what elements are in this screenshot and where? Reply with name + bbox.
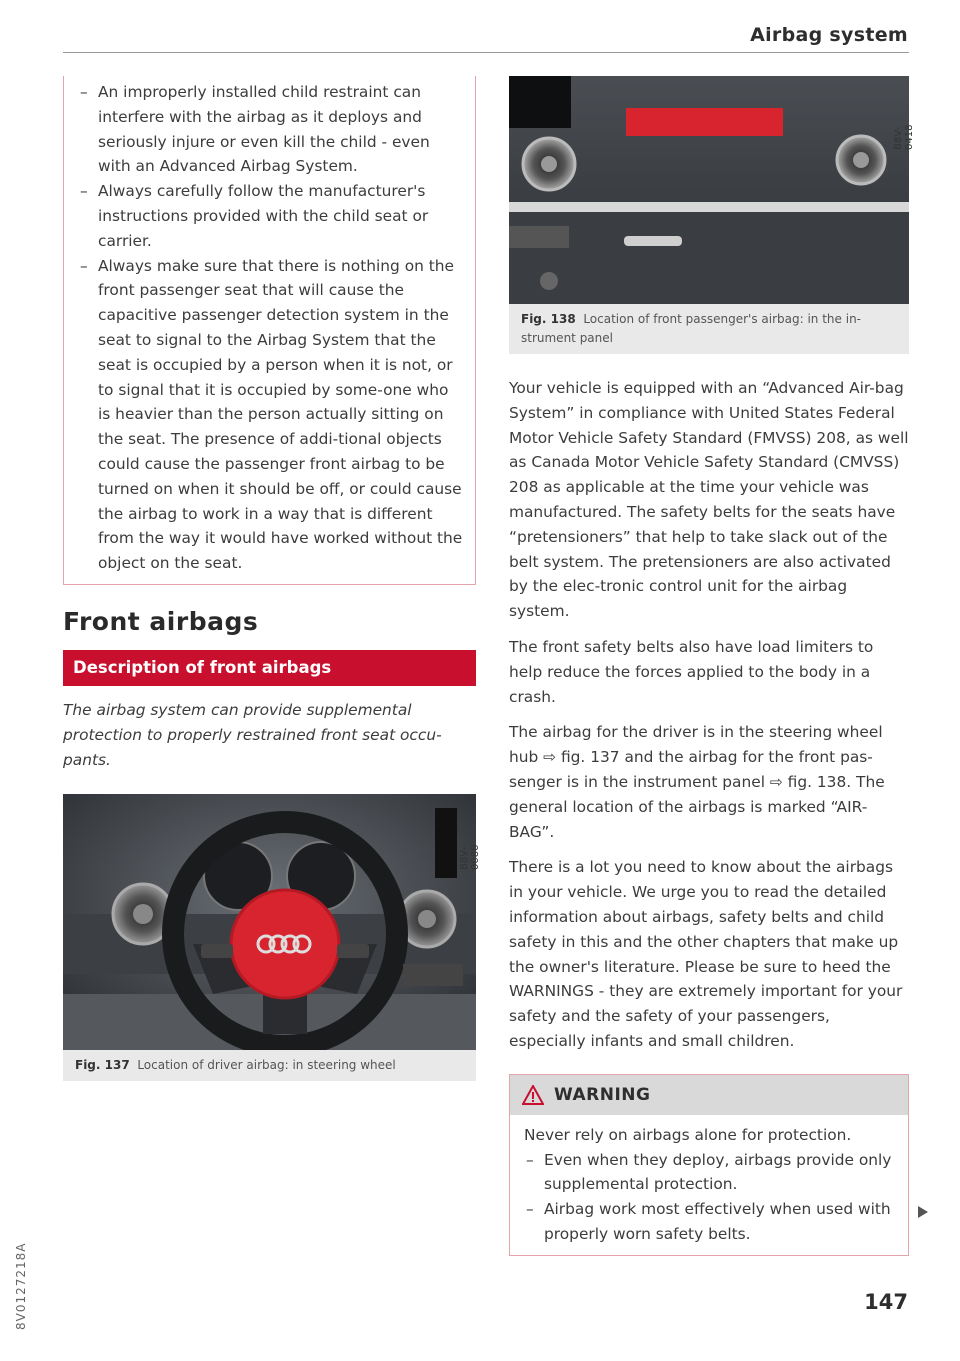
figure-code: B8V-0080 xyxy=(459,844,481,871)
warning-bullet-list xyxy=(524,1148,896,1247)
warning-bullet: – Even when they deploy, airbags provide only supplemental protection. xyxy=(524,1148,896,1198)
body-paragraph: The airbag for the driver is in the steering wheel hub ⇨ fig. 137 and the airbag for the front pas-senger is in the instrument panel ⇨ fig. 138. The general location of the airbags is marked “AIR-BAG”. xyxy=(509,723,885,841)
steering-wheel-illustration xyxy=(63,794,476,1050)
warning-lead: Never rely on airbags alone for protection. xyxy=(524,1125,852,1144)
instrument-panel-illustration xyxy=(509,76,909,304)
left-column xyxy=(63,76,481,1081)
page-number: 147 xyxy=(864,1290,908,1314)
body-paragraph: There is a lot you need to know about the airbags in your vehicle. We urge you to read the detailed information about airbags, safety belts and child safety in this and the other chapters that make up the owner's literature. Please be sure to heed the WARNINGS - they are extremely important for your safety and the safety of your passengers, especially infants and small children. xyxy=(509,858,903,1050)
warning-header xyxy=(510,1075,908,1115)
section-intro: The airbag system can provide supplemental protection to properly restrained front seat occu-pants. xyxy=(63,700,442,769)
warning-bullet: – An improperly installed child restraint can interfere with the airbag as it deploys and seriously injure or even kill the child - even with an Advanced Airbag System. xyxy=(78,80,463,179)
body-paragraph: Your vehicle is equipped with an “Advanced Air-bag System” in compliance with United States Federal Motor Vehicle Safety Standard (FMVSS) 208, as well as Canada Motor Vehicle Safety Standard (CMVSS) 208 as applicable at the time your vehicle was manufactured. The safety belts for the seats have “pretensioners” that help to take slack out of the belt system. The pretensioners are also activated by the elec-tronic control unit for the airbag system. xyxy=(509,379,909,621)
right-column xyxy=(509,76,915,1256)
body-paragraph: The front safety belts also have load limiters to help reduce the forces applied to the body in a crash. xyxy=(509,637,874,706)
warning-bullet: – Always make sure that there is nothing on the front passenger seat that will cause the capacitive passenger detection system in the seat to signal to the Airbag System that the seat is occupied by a person when it is not, or to signal that it is occupied by some-one who is heavier than the person actually sitting on the seat. The presence of addi-tional objects could cause the passenger front airbag to be turned on when it should be off, or could cause the airbag to work in a way that is different from the way it would have worked without the object on the seat. xyxy=(78,254,463,576)
figure-caption xyxy=(509,304,909,354)
figure-label: Fig. 138 xyxy=(521,312,576,326)
section-title: Front airbags xyxy=(63,606,259,636)
figure-137 xyxy=(63,794,481,1081)
figure-code: B8V-0418 xyxy=(893,124,915,150)
figure-label: Fig. 137 xyxy=(75,1058,130,1073)
warning-body xyxy=(510,1115,908,1255)
continue-arrow-icon xyxy=(918,1206,928,1218)
running-header: Airbag system xyxy=(750,24,908,46)
document-code: 8V0127218A xyxy=(14,1242,28,1330)
child-restraint-warning-box xyxy=(63,76,476,585)
subsection-banner: Description of front airbags xyxy=(63,650,476,686)
warning-bullet: – Airbag work most effectively when used with properly worn safety belts. xyxy=(524,1197,896,1247)
figure-caption-text: Location of front passenger's airbag: in the in-strument panel xyxy=(521,312,861,345)
figure-caption-text: Location of driver airbag: in steering wheel xyxy=(137,1058,396,1073)
warning-box xyxy=(509,1074,909,1256)
figure-caption xyxy=(63,1050,476,1081)
warning-bullet-list xyxy=(78,80,463,576)
warning-title: WARNING xyxy=(554,1084,651,1105)
figure-138 xyxy=(509,76,915,354)
warning-triangle-icon xyxy=(522,1085,544,1105)
body-text xyxy=(509,376,909,1054)
header-rule xyxy=(63,52,909,53)
warning-bullet: – Always carefully follow the manufacturer's instructions provided with the child seat or carrier. xyxy=(78,179,463,253)
